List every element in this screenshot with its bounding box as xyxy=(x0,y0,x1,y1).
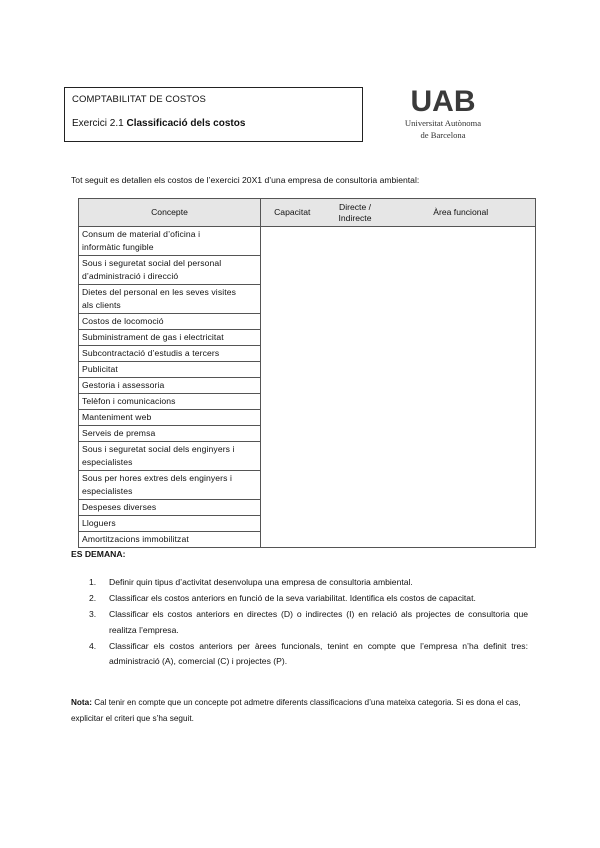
list-item xyxy=(86,639,528,670)
concept-cell xyxy=(79,378,261,394)
concept-text-continued: als clients xyxy=(82,300,121,310)
concept-text: Costos de locomoció xyxy=(82,316,164,326)
column-header-directe-indirecte xyxy=(324,199,387,227)
uab-logo xyxy=(397,84,489,146)
answer-cell xyxy=(261,471,536,500)
answer-cell xyxy=(261,410,536,426)
table-row xyxy=(79,330,536,346)
course-title: COMPTABILITAT DE COSTOS xyxy=(72,94,206,105)
answer-cell xyxy=(261,394,536,410)
table-header-row xyxy=(79,199,536,227)
exercise-number: Exercici 2.1 xyxy=(72,118,124,129)
concept-cell xyxy=(79,314,261,330)
list-item-number: 3. xyxy=(89,609,97,619)
section-title: ES DEMANA: xyxy=(71,549,126,559)
column-header-area-funcional: Àrea funcional xyxy=(387,199,536,227)
answer-cell xyxy=(261,285,536,314)
table-row xyxy=(79,442,536,471)
svg-text:UAB: UAB xyxy=(411,85,475,116)
exercise-header-box xyxy=(64,87,363,142)
list-item xyxy=(86,575,528,591)
concept-cell xyxy=(79,410,261,426)
list-item-text: Classificar els costos anteriors en funció de la seva variabilitat. Identifica els costos de capacitat. xyxy=(109,593,476,603)
answer-cell xyxy=(261,227,536,256)
concept-text-continued: especialistes xyxy=(82,457,133,467)
uab-logo-mark-icon xyxy=(411,84,475,116)
answer-cell xyxy=(261,500,536,516)
column-header-concepte: Concepte xyxy=(79,199,261,227)
concept-text: Manteniment web xyxy=(82,412,152,422)
table-row xyxy=(79,227,536,256)
answer-cell xyxy=(261,256,536,285)
answer-cell xyxy=(261,330,536,346)
table-row xyxy=(79,516,536,532)
concept-text: Lloguers xyxy=(82,518,116,528)
concept-text: Publicitat xyxy=(82,364,118,374)
list-item xyxy=(86,591,528,607)
table-row xyxy=(79,346,536,362)
table-row xyxy=(79,532,536,548)
concept-text: Subministrament de gas i electricitat xyxy=(82,332,224,342)
table-row xyxy=(79,285,536,314)
exercise-title xyxy=(72,118,245,129)
table-row xyxy=(79,378,536,394)
table-row xyxy=(79,500,536,516)
table-row xyxy=(79,471,536,500)
costs-table xyxy=(78,198,536,548)
list-item-number: 2. xyxy=(89,593,97,603)
concept-text: Sous i seguretat social dels enginyers i xyxy=(82,444,235,454)
list-item-number: 4. xyxy=(89,640,97,651)
concept-text: Subcontractació d’estudis a tercers xyxy=(82,348,220,358)
concept-text: Sous per hores extres dels enginyers i xyxy=(82,473,232,483)
concept-text: Consum de material d’oficina i xyxy=(82,229,201,239)
concept-cell xyxy=(79,394,261,410)
table-row xyxy=(79,256,536,285)
answer-cell xyxy=(261,346,536,362)
concept-text-continued: d’administració i direcció xyxy=(82,271,179,281)
answer-cell xyxy=(261,362,536,378)
list-item-text: Classificar els costos anteriors per àrees funcionals, tenint en compte que l’empresa n’ha definit tres: administració (A), comercial (C) i projectes (P). xyxy=(109,640,528,666)
table-row xyxy=(79,426,536,442)
concept-cell xyxy=(79,471,261,500)
concept-text: Telèfon i comunicacions xyxy=(82,396,176,406)
answer-cell xyxy=(261,532,536,548)
concept-text-continued: especialistes xyxy=(82,486,133,496)
answer-cell xyxy=(261,378,536,394)
list-item-number: 1. xyxy=(89,577,97,587)
concept-cell xyxy=(79,500,261,516)
concept-cell xyxy=(79,227,261,256)
concept-cell xyxy=(79,442,261,471)
concept-cell xyxy=(79,516,261,532)
questions-list xyxy=(86,575,528,670)
intro-text: Tot seguit es detallen els costos de l’exercici 20X1 d’una empresa de consultoria ambiental: xyxy=(71,175,420,185)
list-item xyxy=(86,607,528,638)
concept-cell xyxy=(79,256,261,285)
table-row xyxy=(79,314,536,330)
concept-text: Serveis de premsa xyxy=(82,428,156,438)
uab-logo-name-line2: de Barcelona xyxy=(420,130,466,140)
table-row xyxy=(79,394,536,410)
concept-text: Gestoria i assessoria xyxy=(82,380,165,390)
list-item-text: Definir quin tipus d’activitat desenvolupa una empresa de consultoria ambiental. xyxy=(109,577,413,587)
concept-cell xyxy=(79,362,261,378)
answer-cell xyxy=(261,426,536,442)
concept-cell xyxy=(79,330,261,346)
list-item-text: Classificar els costos anteriors en directes (D) o indirectes (I) en relació als projectes de consultoria que realitza l’empresa. xyxy=(109,609,528,635)
concept-cell xyxy=(79,346,261,362)
table-row xyxy=(79,362,536,378)
note-text: Cal tenir en compte que un concepte pot admetre diferents classificacions d’una mateixa categoria. Si es dona el cas, explicitar el criteri que s’ha seguit. xyxy=(71,698,521,723)
note xyxy=(71,695,531,727)
concept-text: Sous i seguretat social del personal xyxy=(82,258,222,268)
column-header-capacitat: Capacitat xyxy=(261,199,324,227)
concept-cell xyxy=(79,532,261,548)
table-row xyxy=(79,410,536,426)
answer-cell xyxy=(261,442,536,471)
answer-cell xyxy=(261,516,536,532)
concept-text: Despeses diverses xyxy=(82,502,157,512)
uab-logo-name-line1: Universitat Autònoma xyxy=(404,118,482,128)
column-header-indirecte: Indirecte xyxy=(338,212,372,223)
concept-text: Amortitzacions immobilitzat xyxy=(82,534,189,544)
concept-cell xyxy=(79,285,261,314)
concept-text-continued: informàtic fungible xyxy=(82,242,154,252)
concept-text: Dietes del personal en les seves visites xyxy=(82,287,236,297)
answer-cell xyxy=(261,314,536,330)
exercise-name: Classificació dels costos xyxy=(126,118,246,129)
column-header-directe: Directe / xyxy=(339,201,371,212)
note-label: Nota: xyxy=(71,698,92,707)
concept-cell xyxy=(79,426,261,442)
